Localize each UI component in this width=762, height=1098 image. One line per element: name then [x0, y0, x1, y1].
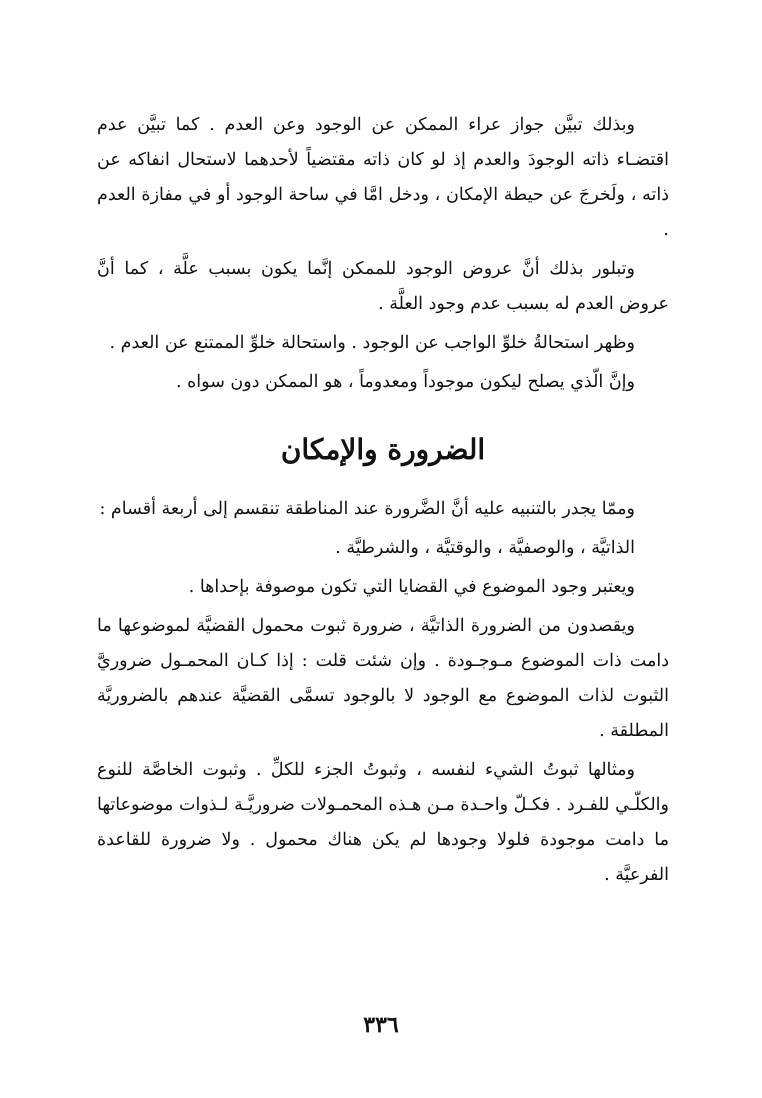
category-list: الذاتيَّة ، والوصفيَّة ، والوقتيَّة ، والشرطيَّة .: [335, 538, 635, 558]
paragraph: وإنَّ الّذي يصلح ليكون موجوداً ومعدوماً ، هو الممكن دون سواه .: [176, 372, 635, 392]
section-heading: الضرورة والإمكان: [280, 433, 486, 466]
paragraph: وظهر استحالةُ خلوِّ الواجب عن الوجود . واستحالة خلوِّ الممتنع عن العدم .: [109, 333, 635, 353]
paragraph: ويعتبر وجود الموضوع في القضايا التي تكون موصوفة بإحداها .: [188, 577, 635, 597]
paragraph: ويقصدون من الضرورة الذاتيَّة ، ضرورة ثبوت محمول القضيَّة لموضوعها ما دامت ذات الموضوع مـوجـودة . وإن شئت قلت : إذا كـان المحمـول ضروريَّ الثبوت لذات الموضوع مع الوجود لا بالوجود تسمَّى القضيَّة عندهم بالضروريَّة المطلقة .: [97, 616, 669, 741]
paragraph: وتبلور بذلك أنَّ عروض الوجود للممكن إنَّما يكون بسبب علَّة ، كما أنَّ عروض العدم له بسبب عدم وجود العلَّة .: [97, 259, 669, 314]
paragraph: وممّا يجدر بالتنبيه عليه أنَّ الضَّرورة عند المناطقة تنقسم إلى أربعة أقسام :: [99, 499, 635, 519]
paragraph: وبذلك تبيَّن جواز عراء الممكن عن الوجود وعن العدم . كما تبيَّن عدم اقتضـاء ذاته الوجودَ والعدم إذ لو كان ذاته مقتضياً لأحدهما لاستحال انفاكه عن ذاته ، ولَخرجَ عن حيطة الإمكان ، ودخل امَّا في ساحة الوجود أو في مفازة العدم .: [97, 115, 669, 240]
page-body: [97, 108, 669, 897]
paragraph: ومثالها ثبوتُ الشيء لنفسه ، وثبوتُ الجزء للكلِّ . وثبوت الخاصَّة للنوع والكلّـي للفـرد . فكـلّ واحـدة مـن هـذه المحمـولات ضروريَّـة لـذوات موضوعاتها ما دامت موجودة فلولا وجودها لم يكن هناك محمول . ولا ضرورة للقاعدة الفرعيَّة .: [97, 760, 669, 885]
page-number: ٣٣٦: [363, 1012, 399, 1038]
